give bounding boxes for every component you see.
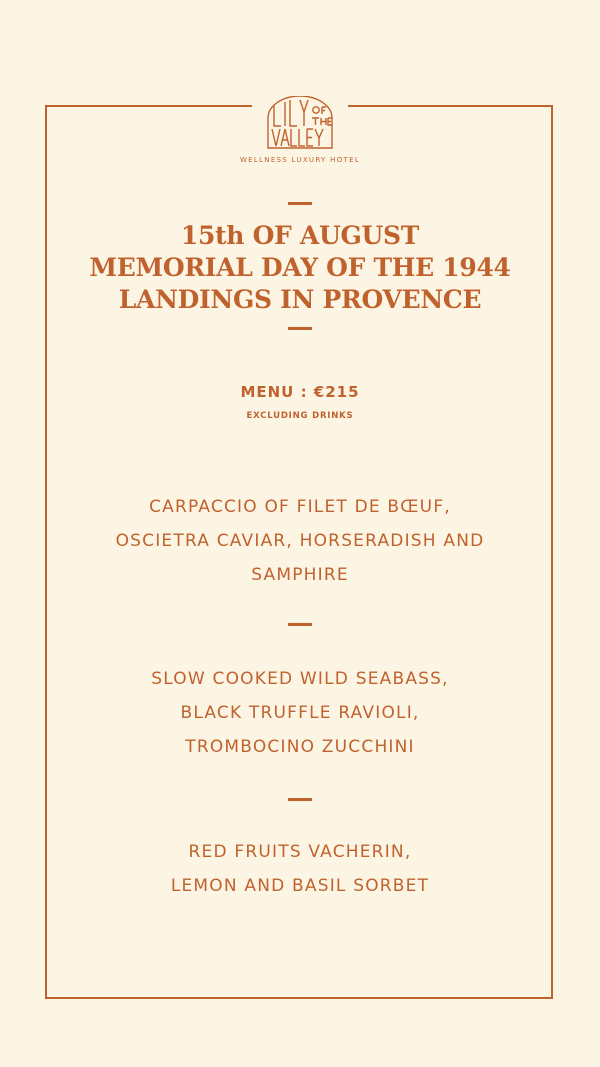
event-title [0,220,600,316]
divider-dash [288,202,312,205]
title-line-3: LANDINGS IN PROVENCE [118,285,482,314]
divider-dash [288,798,312,801]
course-line: SLOW COOKED WILD SEABASS, [151,669,449,689]
course-dessert [0,835,600,903]
course-line: CARPACCIO OF FILET DE BŒUF, [149,497,451,517]
divider-dash [288,623,312,626]
course-main [0,662,600,764]
course-line: LEMON AND BASIL SORBET [170,876,430,896]
course-starter [0,490,600,592]
hotel-tagline: WELLNESS LUXURY HOTEL [239,156,361,164]
menu-price: MENU : €215 [240,383,360,401]
course-line: OSCIETRA CAVIAR, HORSERADISH AND [115,531,485,551]
course-line: SAMPHIRE [251,565,349,585]
course-line: BLACK TRUFFLE RAVIOLI, [180,703,420,723]
menu-note: EXCLUDING DRINKS [246,411,354,421]
course-line: TROMBOCINO ZUCCHINI [185,737,415,757]
title-line-2: MEMORIAL DAY OF THE 1944 [89,253,511,282]
course-line: RED FRUITS VACHERIN, [188,842,412,862]
divider-dash [288,327,312,330]
title-line-1: 15th OF AUGUST [180,221,420,250]
hotel-logo [250,96,350,154]
